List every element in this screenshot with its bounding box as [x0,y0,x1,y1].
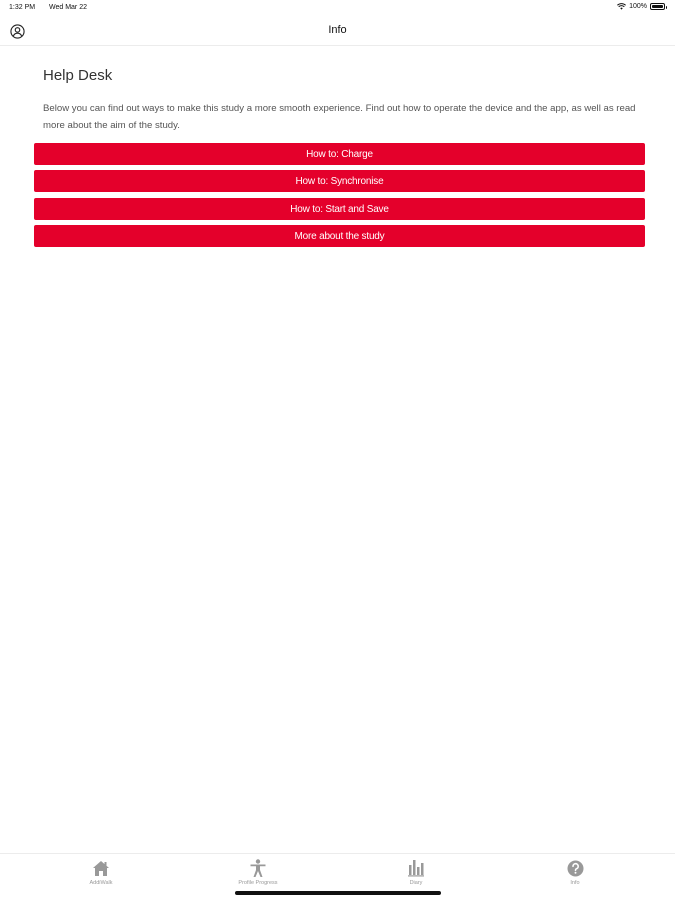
tab-info[interactable] [525,858,625,892]
help-circle-icon [565,858,585,878]
home-indicator [235,891,441,895]
battery-icon [650,3,665,10]
page-title: Info [328,24,347,36]
accessibility-icon [248,858,268,878]
tab-label: Info [570,880,580,886]
tab-profile-progress[interactable] [208,858,308,892]
tab-label: Profile Progress [238,880,278,886]
status-date: Wed Mar 22 [49,4,87,11]
battery-percent: 100% [629,3,647,10]
nav-bar [0,16,675,46]
help-desk-title: Help Desk [43,67,113,84]
tab-diary[interactable] [366,858,466,892]
tab-addiwalk[interactable] [51,858,151,892]
home-icon [91,858,111,878]
tab-label: Diary [409,880,423,886]
bar-chart-icon [406,858,426,878]
tab-label: AddiWalk [89,880,113,886]
help-desk-description: Below you can find out ways to make this study a more smooth experience. Find out how to operate the device and the app, as well as read more about the aim of the study. [43,103,636,131]
status-right [617,3,665,10]
how-to-synchronise-button[interactable]: How to: Synchronise [34,170,645,192]
how-to-charge-button[interactable]: How to: Charge [34,143,645,165]
status-time: 1:32 PM [9,4,36,11]
more-about-study-button[interactable]: More about the study [34,225,645,247]
status-bar [0,0,675,16]
wifi-icon [617,3,626,10]
how-to-start-and-save-button[interactable]: How to: Start and Save [34,198,645,220]
